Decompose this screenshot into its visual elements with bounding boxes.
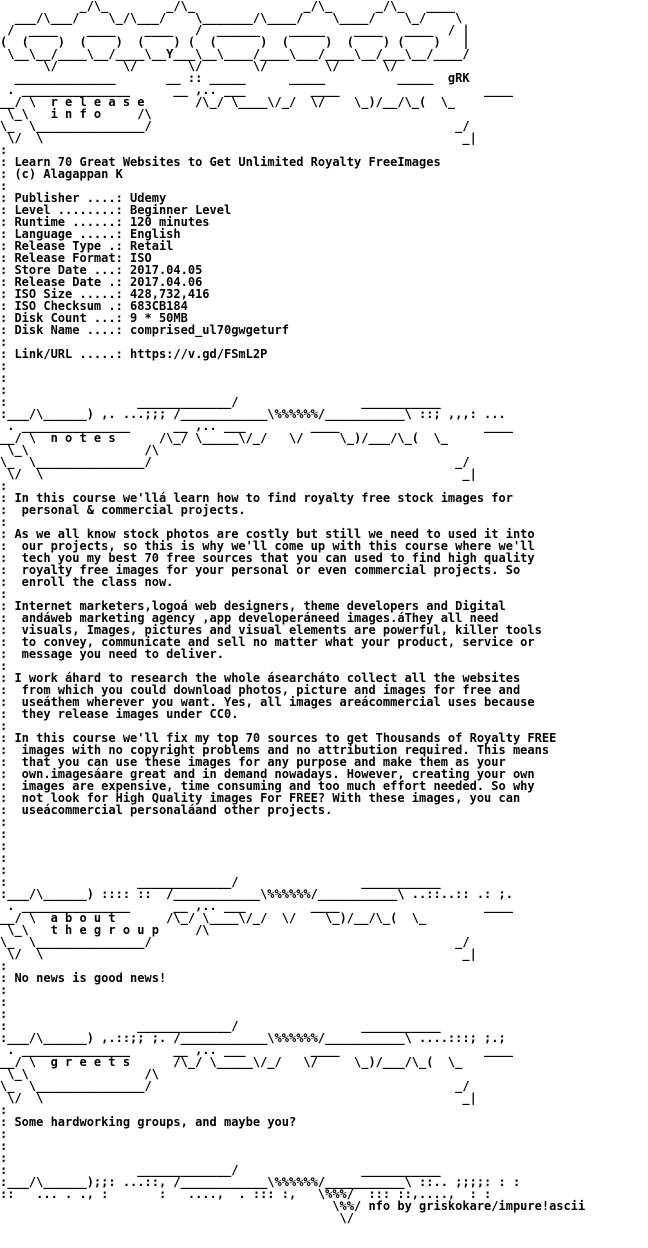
notes-text-line: they release images under CC0. — [14, 707, 239, 721]
notes-row: : images with no copyright problems and no attribution required. This means — [0, 743, 550, 757]
notes-text-line: useácommercial personaláand other projects. — [14, 803, 333, 817]
section-frame-line: \/ \ _| — [0, 131, 477, 145]
section-frame-bottom: :___/\______);;: ...::, /____________\%%%%%%/___________\ ::.. ;;;;: : : — [0, 1175, 521, 1189]
section-frame-line: . _______________ __ ,.. ___ ____ ____ — [0, 83, 513, 97]
greets-text-line: Some hardworking groups, and maybe you? — [14, 1115, 297, 1129]
section-frame-line: \_ \_______________/ _/ — [0, 935, 470, 949]
notes-row: : — [0, 515, 15, 529]
notes-row: : Internet marketers,logoá web designers, theme developers and Digital — [0, 599, 506, 613]
section-frame-line: \_\ /\ — [0, 443, 159, 457]
section-title-line: \_\ i n f o /\ — [0, 107, 152, 121]
release-text-line: ISO Size .....: 428,732,416 — [14, 287, 210, 301]
release-row: : Runtime ......: 120 minutes — [0, 215, 210, 229]
release-text-line: Language .....: English — [14, 227, 181, 241]
frame-line: : — [0, 1139, 8, 1153]
section-title-line: __/ \ a b o u t /\_/ \____\/_/ \/ \_)/__/\_( \_ — [0, 911, 427, 925]
notes-text-line: not look for High Quality images For FREE? With these images, you can — [14, 791, 521, 805]
release-row: : Store Date ...: 2017.04.05 — [0, 263, 203, 277]
notes-row: : personal & commercial projects. — [0, 503, 246, 517]
notes-text-line: from which you could download photos, picture and images for free and — [14, 683, 521, 697]
release-row: : Learn 70 Great Websites to Get Unlimited Royalty FreeImages — [0, 155, 441, 169]
release-text-line: Level ........: Beginner Level — [14, 203, 232, 217]
frame-line: : — [0, 863, 8, 877]
section-title-line: \_\ t h e g r o u p /\ — [0, 923, 210, 937]
header-art-line: ______________ __ :: _____ _____ _____ gRK — [0, 71, 470, 85]
section-frame-line: \/ \ _| — [0, 1091, 477, 1105]
release-text-line: Learn 70 Great Websites to Get Unlimited Royalty FreeImages — [14, 155, 441, 169]
header-art-line: ___/\___/ \_/\___/ \_______/\____/ \____/ \_/ \ — [0, 11, 463, 25]
release-row: : (c) Alagappan K — [0, 167, 123, 181]
notes-row: : tech you my best 70 free sources that you can used to find high quality — [0, 551, 535, 565]
release-row: : Level ........: Beginner Level — [0, 203, 232, 217]
release-row: : Language .....: English — [0, 227, 181, 241]
section-frame-line: \_\ /\ — [0, 1067, 159, 1081]
notes-text-line: In this course we'llá learn how to find royalty free stock images for — [14, 491, 513, 505]
notes-row: : our projects, so this is why we'll come up with this course where we'll — [0, 539, 535, 553]
release-row: : Publisher ....: Udemy — [0, 191, 167, 205]
notes-row: : royalty free images for your personal or even commercial projects. So — [0, 563, 521, 577]
section-title-line: __/ \ g r e e t s /\_/ \_____\/_/ \/ \_)/___/\_( \_ — [0, 1055, 463, 1069]
section-frame-line: : _____________/ ___________ — [0, 1019, 441, 1033]
release-row: : ISO Checksum .: 683CB184 — [0, 299, 188, 313]
notes-row: : to convey, communicate and sell no matter what your product, service or — [0, 635, 535, 649]
section-frame-line: \/ \ _| — [0, 467, 477, 481]
section-title-line: __/ \ n o t e s /\_/ \_____\/_/ \/ \_)/___/\_( \_ — [0, 431, 448, 445]
notes-row: : andáweb marketing agency ,app developeráneed images.áThey all need — [0, 611, 499, 625]
header-art-line: \__\__/____\__/____\__Y___\__\____/____\___/____\__/___\__/____/ — [0, 47, 470, 61]
release-text-line: Disk Count ...: 9 * 50MB — [14, 311, 188, 325]
frame-line: : — [0, 815, 8, 829]
notes-text-line: enroll the class now. — [14, 575, 174, 589]
release-text-line: Release Format: ISO — [14, 251, 152, 265]
notes-row: : enroll the class now. — [0, 575, 174, 589]
notes-text-line: I work áhard to research the whole ásearcháto collect all the websites — [14, 671, 521, 685]
notes-text-line: personal & commercial projects. — [14, 503, 246, 517]
notes-text-line: useáthem wherever you want. Yes, all images areácommercial uses because — [14, 695, 535, 709]
release-row: : ISO Size .....: 428,732,416 — [0, 287, 210, 301]
section-frame-line: \_ \_______________/ _/ — [0, 119, 470, 133]
frame-line: : — [0, 983, 8, 997]
frame-line: : — [0, 383, 8, 397]
release-row: : — [0, 335, 15, 349]
footer-credit: \%%/ nfo by griskokare/impure!ascii — [0, 1199, 586, 1213]
notes-row: : own.imagesáare great and in demand nowadays. However, creating your own — [0, 767, 535, 781]
notes-text-line: tech you my best 70 free sources that you can used to find high quality — [14, 551, 535, 565]
notes-row: : In this course we'll fix my top 70 sources to get Thousands of Royalty FREE — [0, 731, 557, 745]
release-row: : Link/URL .....: https://v.gd/FSmL2P — [0, 347, 268, 361]
notes-text-line: that you can use these images for any purpose and make them as your — [14, 755, 506, 769]
notes-text-line: royalty free images for your personal or even commercial projects. So — [14, 563, 521, 577]
header-art-line: _/\_ _/\_ _/\_ _/\_ ____ — [0, 0, 456, 13]
frame-line: : — [0, 1103, 8, 1117]
about-row: : No news is good news! — [0, 971, 167, 985]
frame-line: : — [0, 1127, 8, 1141]
release-row: : Release Date .: 2017.04.06 — [0, 275, 203, 289]
frame-line: : — [0, 995, 8, 1009]
release-row: : Release Format: ISO — [0, 251, 152, 265]
release-text-line: (c) Alagappan K — [14, 167, 123, 181]
section-frame-line: . _______________ __ ,.. ___ ____ ____ — [0, 899, 513, 913]
release-text-line: Publisher ....: Udemy — [14, 191, 167, 205]
frame-line: : — [0, 959, 8, 973]
notes-row: : they release images under CC0. — [0, 707, 239, 721]
section-frame-line: : _____________/ ___________ — [0, 875, 441, 889]
notes-text-line: our projects, so this is why we'll come up with this course where we'll — [14, 539, 535, 553]
frame-line: : — [0, 479, 8, 493]
release-row: : Release Type .: Retail — [0, 239, 174, 253]
frame-line: : — [0, 827, 8, 841]
notes-row: : visuals, Images, pictures and visual elements are powerful, killer tools — [0, 623, 542, 637]
section-frame-line: . _______________ __ ,.. ___ ____ ____ — [0, 419, 513, 433]
release-row: : Disk Name ....: comprised_ul70gwgeturf — [0, 323, 289, 337]
release-text-line: Release Date .: 2017.04.06 — [14, 275, 203, 289]
notes-text-line: Internet marketers,logoá web designers, theme developers and Digital — [14, 599, 506, 613]
notes-row: : — [0, 719, 15, 733]
frame-line: : — [0, 851, 8, 865]
notes-row: : useácommercial personaláand other projects. — [0, 803, 333, 817]
release-text-line: Release Type .: Retail — [14, 239, 174, 253]
frame-line: : — [0, 371, 8, 385]
release-row: : Disk Count ...: 9 * 50MB — [0, 311, 188, 325]
frame-line: : — [0, 839, 8, 853]
greets-row: : Some hardworking groups, and maybe you? — [0, 1115, 297, 1129]
section-frame-bottom: :___/\______) :::: :: /____________\%%%%%%/___________\ ..::..:: .: ;. — [0, 887, 513, 901]
about-text-line: No news is good news! — [14, 971, 167, 985]
frame-line: : — [0, 143, 8, 157]
release-text-line: Disk Name ....: comprised_ul70gwgeturf — [14, 323, 289, 337]
notes-row: : — [0, 659, 15, 673]
header-art-line: / ____ ____ ____ / ______ _____ ____ ____ / | — [0, 23, 470, 37]
notes-text-line: images are expensive, time consuming and too much effort needed. So why — [14, 779, 535, 793]
notes-row: : — [0, 587, 15, 601]
section-frame-line: . _______________ __ ,.. ___ ____ ____ — [0, 1043, 513, 1057]
section-frame-line: \/ \ _| — [0, 947, 477, 961]
release-row: : — [0, 179, 15, 193]
notes-text-line: visuals, Images, pictures and visual elements are powerful, killer tools — [14, 623, 542, 637]
notes-text-line: As we all know stock photos are costly but still we need to used it into — [14, 527, 535, 541]
section-frame-line: \_ \_______________/ _/ — [0, 455, 470, 469]
notes-row: : I work áhard to research the whole ásearcháto collect all the websites — [0, 671, 521, 685]
release-text-line: Store Date ...: 2017.04.05 — [14, 263, 203, 277]
notes-text-line: images with no copyright problems and no attribution required. This means — [14, 743, 550, 757]
footer-frame-line: :: ... . ., : : ...., . ::: :, \%%%/ ::: ::,...., : : — [0, 1187, 492, 1201]
section-frame-line: : _____________/ ___________ — [0, 1163, 441, 1177]
header-art-line: ( ( ) ( ) ( ) ( ( ) ( ) ( ) ( ) | — [0, 35, 470, 49]
frame-line: : — [0, 1007, 8, 1021]
notes-row: : from which you could download photos, picture and images for free and — [0, 683, 521, 697]
release-text-line: Runtime ......: 120 minutes — [14, 215, 210, 229]
footer-frame-line: \/ — [0, 1211, 355, 1225]
notes-row: : useáthem wherever you want. Yes, all images areácommercial uses because — [0, 695, 535, 709]
section-frame-line: \_ \_______________/ _/ — [0, 1079, 470, 1093]
notes-text-line: In this course we'll fix my top 70 sources to get Thousands of Royalty FREE — [14, 731, 557, 745]
release-text-line: Link/URL .....: https://v.gd/FSmL2P — [14, 347, 268, 361]
frame-line: : — [0, 1151, 8, 1165]
notes-text-line: own.imagesáare great and in demand nowadays. However, creating your own — [14, 767, 535, 781]
section-frame-bottom: :___/\______) ,. ...;;; /____________\%%%%%%/___________\ ::; ,,,: ... — [0, 407, 506, 421]
section-frame-bottom: :___/\______) ,.::;; ;. /____________\%%%%%%/___________\ ....:::; ;.; — [0, 1031, 506, 1045]
frame-line: : — [0, 359, 8, 373]
release-text-line: ISO Checksum .: 683CB184 — [14, 299, 188, 313]
section-title-line: __/ \ r e l e a s e /\_/ \____\/_/ \/ \_)/__/\_( \_ — [0, 95, 456, 109]
notes-text-line: to convey, communicate and sell no matter what your product, service or — [14, 635, 535, 649]
notes-row: : images are expensive, time consuming and too much effort needed. So why — [0, 779, 535, 793]
notes-row: : that you can use these images for any purpose and make them as your — [0, 755, 506, 769]
notes-text-line: andáweb marketing agency ,app developeráneed images.áThey all need — [14, 611, 499, 625]
notes-row: : not look for High Quality images For FREE? With these images, you can — [0, 791, 521, 805]
section-frame-line: : _____________/ ___________ — [0, 395, 441, 409]
notes-row: : As we all know stock photos are costly but still we need to used it into — [0, 527, 535, 541]
notes-row: : message you need to deliver. — [0, 647, 224, 661]
notes-row: : In this course we'llá learn how to find royalty free stock images for — [0, 491, 513, 505]
header-art-line: \/ \/ \/ \/ \/ \/ — [0, 59, 441, 73]
notes-text-line: message you need to deliver. — [14, 647, 224, 661]
